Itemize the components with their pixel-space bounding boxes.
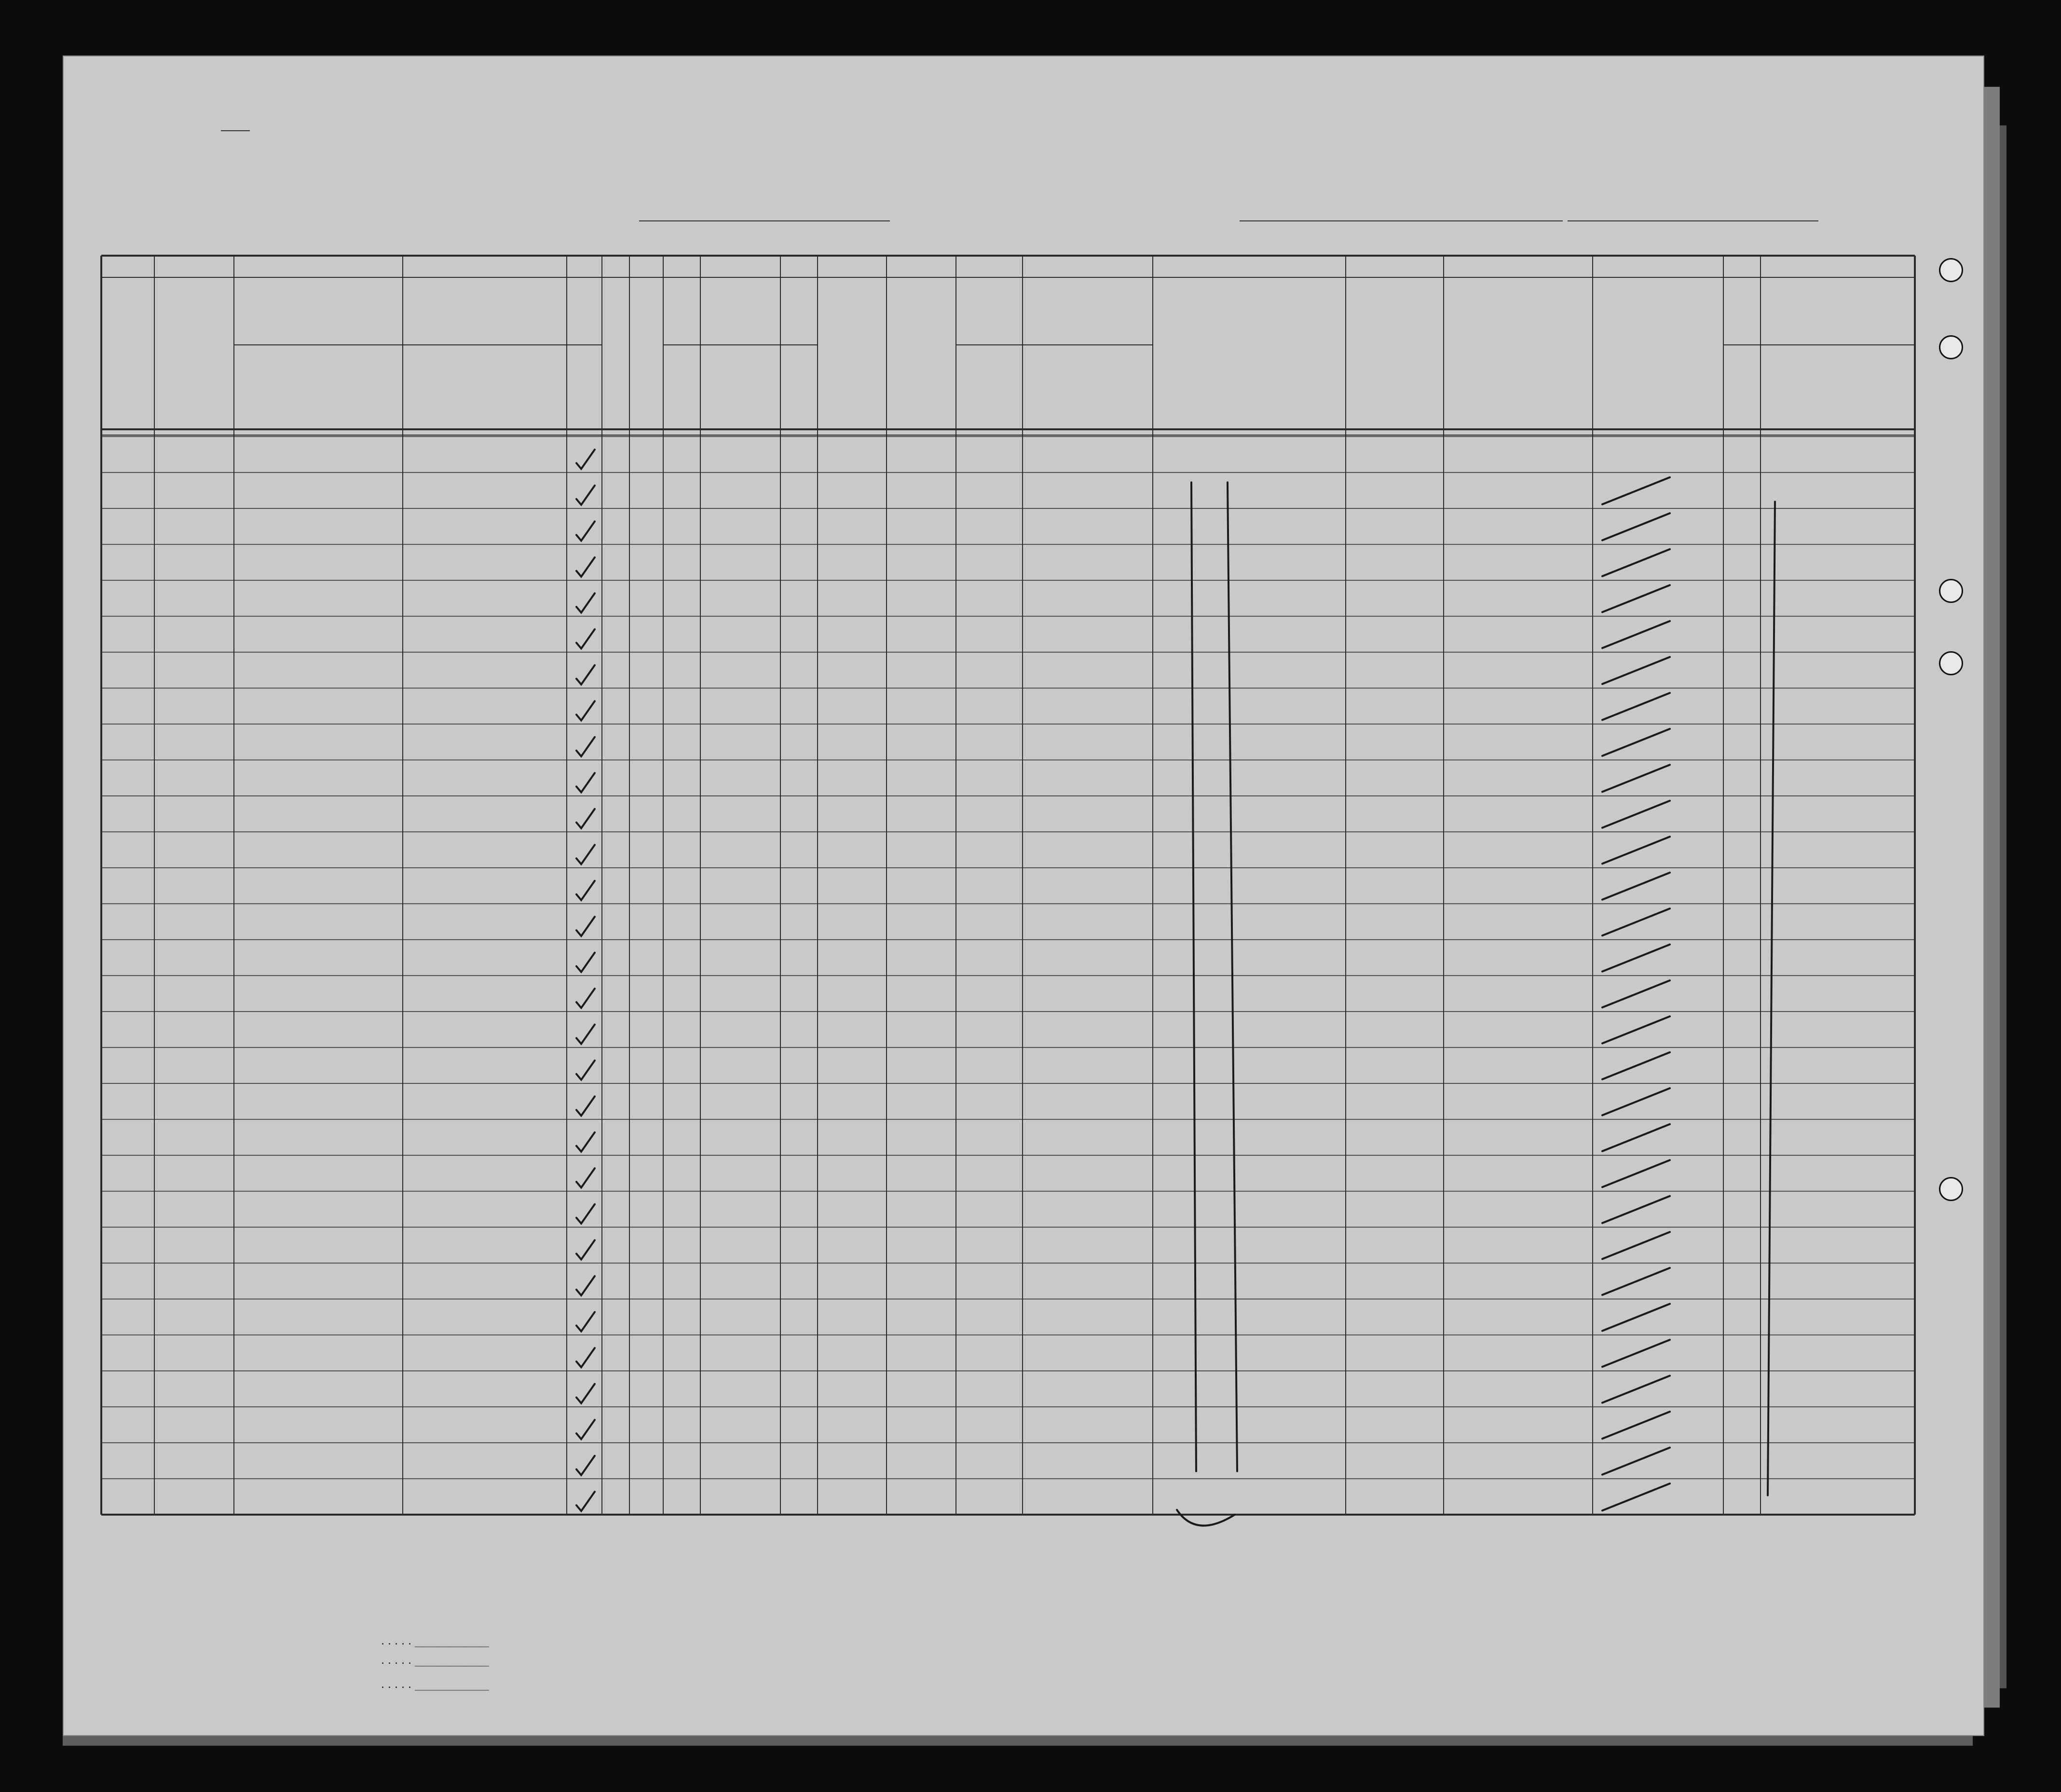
manifest-sheet — [63, 55, 1984, 1736]
list-number — [221, 130, 250, 131]
ship-name — [639, 220, 890, 221]
binder-hole — [1939, 579, 1963, 603]
total-passengers-leader: . . . . . ______________ — [381, 1635, 489, 1647]
binder-hole — [1939, 335, 1963, 359]
page-stack-edge — [1982, 87, 2000, 1708]
us-citizens-leader: . . . . . ______________ — [381, 1655, 489, 1667]
sailing-date — [1568, 220, 1818, 221]
binder-hole — [1939, 258, 1963, 282]
binder-hole — [1939, 1177, 1963, 1201]
departure-port — [1240, 220, 1563, 221]
aliens-leader: . . . . . ______________ — [381, 1679, 489, 1691]
page-stack-edge — [2000, 125, 2006, 1688]
binder-hole — [1939, 651, 1963, 675]
